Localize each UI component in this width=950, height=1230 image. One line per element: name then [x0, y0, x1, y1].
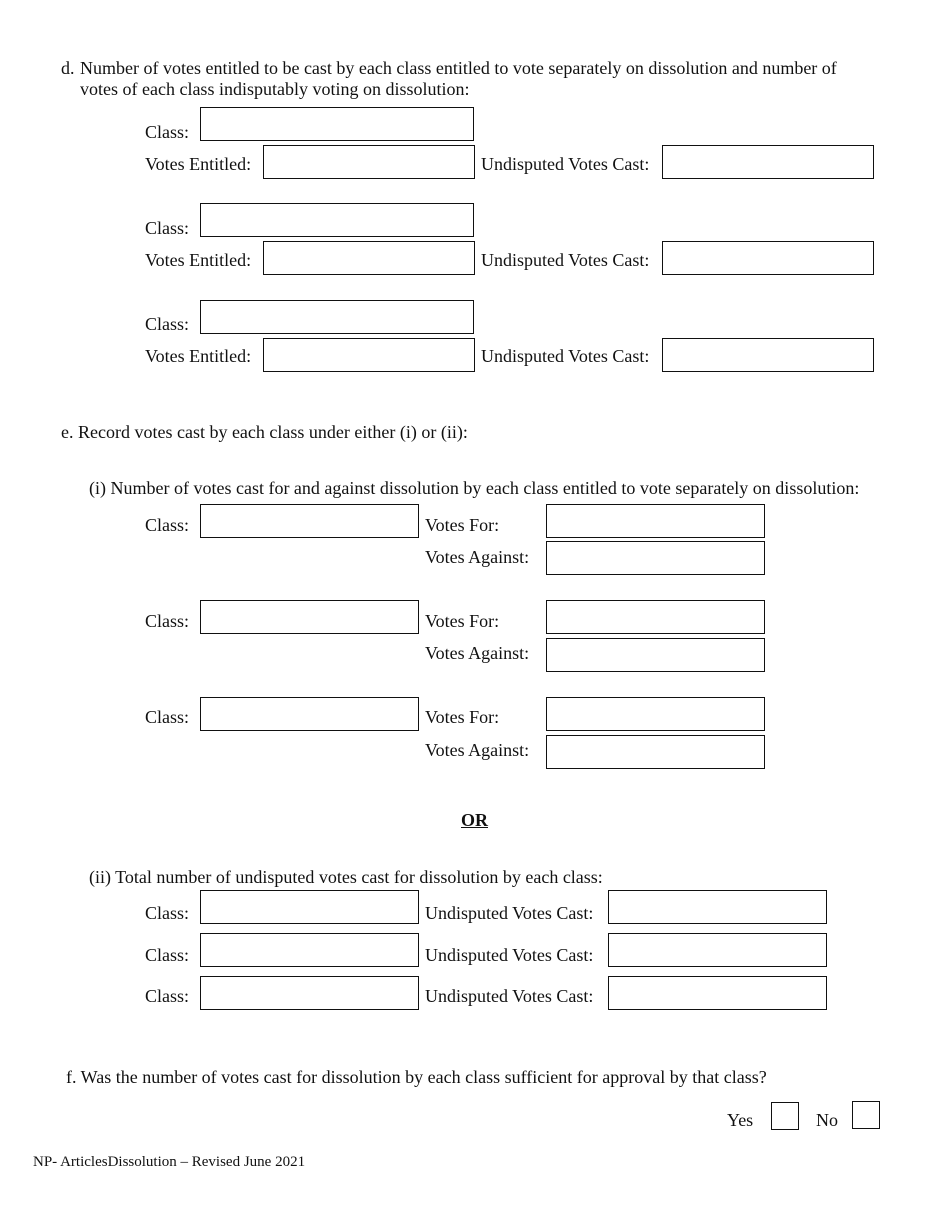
d-votes-entitled-label-1: Votes Entitled:	[145, 154, 252, 174]
eii-class-label-2: Class:	[145, 945, 190, 965]
yes-checkbox[interactable]	[771, 1102, 799, 1130]
ei-votes-for-input-1[interactable]	[546, 504, 765, 538]
d-votes-entitled-label-2: Votes Entitled:	[145, 250, 252, 270]
d-class-label-3: Class:	[145, 314, 190, 334]
ei-class-input-1[interactable]	[200, 504, 419, 538]
section-d-question-line1: Number of votes entitled to be cast by each class entitled to vote separately on dissolution and number of	[80, 58, 837, 78]
eii-undisputed-label-3: Undisputed Votes Cast:	[425, 986, 594, 1006]
ei-class-label-3: Class:	[145, 707, 190, 727]
section-d-question-line2: votes of each class indisputably voting on dissolution:	[80, 79, 470, 99]
eii-class-input-3[interactable]	[200, 976, 419, 1010]
ei-votes-for-input-2[interactable]	[546, 600, 765, 634]
eii-undisputed-input-3[interactable]	[608, 976, 827, 1010]
ei-class-input-3[interactable]	[200, 697, 419, 731]
eii-class-label-3: Class:	[145, 986, 190, 1006]
d-votes-entitled-input-3[interactable]	[263, 338, 475, 372]
d-class-input-2[interactable]	[200, 203, 474, 237]
ei-votes-for-input-3[interactable]	[546, 697, 765, 731]
ei-votes-for-label-2: Votes For:	[425, 611, 500, 631]
ei-votes-against-input-1[interactable]	[546, 541, 765, 575]
ei-votes-against-input-2[interactable]	[546, 638, 765, 672]
eii-undisputed-input-2[interactable]	[608, 933, 827, 967]
ei-votes-for-label-1: Votes For:	[425, 515, 500, 535]
d-votes-entitled-label-3: Votes Entitled:	[145, 346, 252, 366]
section-e-part-i-text: (i) Number of votes cast for and against dissolution by each class entitled to vote separately on dissolution:	[89, 478, 860, 498]
ei-votes-against-label-3: Votes Against:	[425, 740, 530, 760]
or-divider-label: OR	[461, 810, 488, 830]
d-votes-entitled-input-2[interactable]	[263, 241, 475, 275]
eii-undisputed-input-1[interactable]	[608, 890, 827, 924]
d-class-input-1[interactable]	[200, 107, 474, 141]
d-class-label-2: Class:	[145, 218, 190, 238]
ei-class-label-1: Class:	[145, 515, 190, 535]
d-class-label-1: Class:	[145, 122, 190, 142]
eii-class-input-2[interactable]	[200, 933, 419, 967]
section-f-question: f. Was the number of votes cast for dissolution by each class sufficient for approval by that class?	[66, 1067, 767, 1087]
eii-undisputed-label-1: Undisputed Votes Cast:	[425, 903, 594, 923]
section-d-letter: d.	[61, 58, 75, 78]
form-footer: NP- ArticlesDissolution – Revised June 2021	[33, 1154, 306, 1170]
d-undisputed-input-2[interactable]	[662, 241, 874, 275]
ei-votes-against-label-1: Votes Against:	[425, 547, 530, 567]
d-undisputed-label-3: Undisputed Votes Cast:	[481, 346, 650, 366]
ei-votes-for-label-3: Votes For:	[425, 707, 500, 727]
d-votes-entitled-input-1[interactable]	[263, 145, 475, 179]
ei-class-input-2[interactable]	[200, 600, 419, 634]
ei-class-label-2: Class:	[145, 611, 190, 631]
yes-label: Yes	[727, 1110, 754, 1130]
d-undisputed-input-1[interactable]	[662, 145, 874, 179]
no-checkbox[interactable]	[852, 1101, 880, 1129]
d-undisputed-label-1: Undisputed Votes Cast:	[481, 154, 650, 174]
ei-votes-against-input-3[interactable]	[546, 735, 765, 769]
d-undisputed-input-3[interactable]	[662, 338, 874, 372]
eii-class-input-1[interactable]	[200, 890, 419, 924]
eii-undisputed-label-2: Undisputed Votes Cast:	[425, 945, 594, 965]
eii-class-label-1: Class:	[145, 903, 190, 923]
d-undisputed-label-2: Undisputed Votes Cast:	[481, 250, 650, 270]
section-e-instruction: e. Record votes cast by each class under either (i) or (ii):	[61, 422, 468, 442]
ei-votes-against-label-2: Votes Against:	[425, 643, 530, 663]
d-class-input-3[interactable]	[200, 300, 474, 334]
section-e-part-ii-text: (ii) Total number of undisputed votes cast for dissolution by each class:	[89, 867, 603, 887]
no-label: No	[816, 1110, 838, 1130]
